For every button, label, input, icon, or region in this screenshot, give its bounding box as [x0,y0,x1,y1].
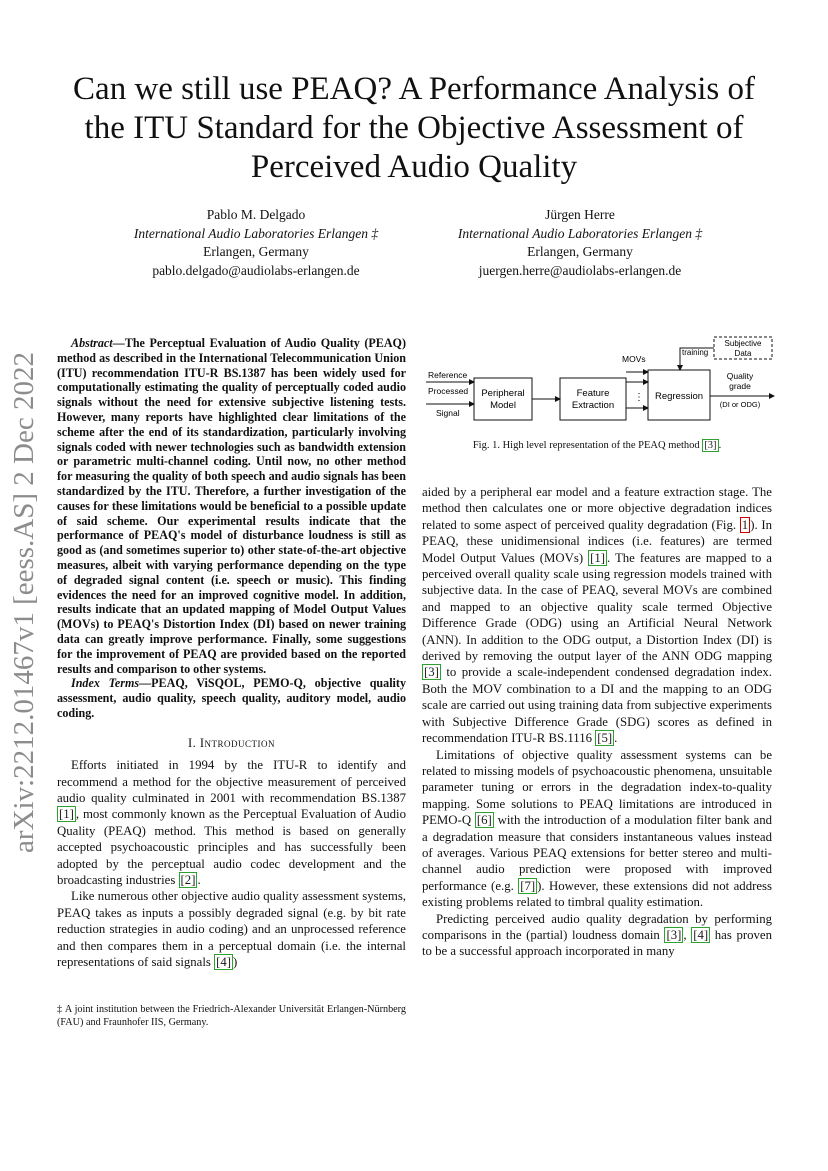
author-block [410,206,750,280]
left-column [57,336,406,970]
index-terms-label: Index Terms [71,676,140,691]
mov-dots: ⋮ [634,392,644,403]
title-line: Perceived Audio Quality [250,149,578,185]
text-run: to provide a scale-independent condensed degradation index. Both the MOV combination to a DI and the mapping to an ODG scale are carried out using training data from subjective experiments with Subjective Difference Grade (SDG) scores as defined in recommendation ITU-R BS.1116 [422,665,773,746]
author-email[interactable]: pablo.delgado@audiolabs-erlangen.de [152,262,360,278]
text-run: . [718,440,722,451]
author-name: Jürgen Herre [545,207,615,222]
text-run: ). However, these extensions did not address existing problems related to timbral quality estimation. [422,878,772,910]
peripheral-model-box [474,378,532,420]
di-odg-label: (DI or ODG) [719,400,761,409]
citation-link[interactable]: [1] [59,807,74,822]
reference-label: Reference [428,370,468,380]
text-run: , most commonly known as the Perceptual Evaluation of Audio Quality (PEAQ) method. This method is based on generally accepted psychoacoustic principles and has successfully been adopted by the perceptual audio codec development and the broadcasting industries [57,807,406,887]
citation-link[interactable]: [3] [704,440,717,451]
text-run: ). In PEAQ, these unidimensional indices (i.e. features) are termed Model Output Values (MOVs) [422,517,772,565]
movs-label: MOVs [622,354,646,364]
data-label: Data [734,349,752,358]
text-run: Predicting perceived audio quality degradation by performing comparisons in the (partial) loudness domain [422,911,772,942]
citation-link[interactable]: [6] [476,813,492,828]
citation-link[interactable]: [3] [424,665,439,680]
intro-paragraph [57,757,406,888]
citation-link[interactable]: [2] [180,872,196,887]
text-run: . [197,872,201,887]
author-affiliation: International Audio Laboratories Erlangen ‡ [457,225,703,241]
author-name: Pablo M. Delgado [206,207,306,222]
processed-label: Processed [428,386,469,396]
paper-title [40,70,788,187]
text-run: Efforts initiated in 1994 by the ITU-R to identify and recommend a method for the objective measurement of perceived audio quality culminated in 2001 with recommendation BS.1387 [57,758,406,805]
citation-link[interactable]: [5] [597,731,613,746]
feature-label: Feature [576,388,610,399]
title-line: the ITU Standard for the Objective Assessment of [84,110,744,146]
arxiv-stamp: arXiv:2212.01467v1 [eess.AS] 2 Dec 2022 [8,352,40,853]
index-terms [57,676,406,720]
text-run: Limitations of objective quality assessment systems can be related to missing models of psychoacoustic phenomena, unsuitable parameter tuning or errors in the degradation index-to-quality mapping. Some solutions to PEAQ limitations are introduced in PEMO-Q [422,747,772,828]
author-affiliation: International Audio Laboratories Erlangen ‡ [133,225,379,241]
feature-extraction-box [560,378,626,420]
right-column [422,484,772,960]
index-terms-text: —PEAQ, ViSQOL, PEMO-Q, objective quality assessment, audio quality, speech quality, auditory model, audio coding. [57,676,406,720]
text-run: Like numerous other objective audio quality assessment systems, PEAQ takes as inputs a possibly degraded signal (e.g. by bit rate reduction strategies in audio coding) and an unprocessed reference and then compares them in a perceptual domain (i.e. the internal representations of said signals [57,889,406,969]
figure-caption [422,440,772,451]
model-label: Model [490,400,516,411]
text-run: has proven to be a successful approach incorporated in many [422,927,772,959]
citation-link[interactable]: [3] [666,927,682,942]
abstract [57,336,406,676]
text-run: . [614,731,618,746]
abstract-text: —The Perceptual Evaluation of Audio Quality (PEAQ) method as described in the International Telecommunication Union (ITU) recommendation ITU-R BS.1387 has been widely used for computationally estimating the quality of perceptually coded audio signals without the need for extensive subjective listening tests. However, many reports have highlighted clear limitations of the scheme after the end of its standardization, particularly involving signals coded with newer technologies such as bandwidth extension or parametric multi-channel coding. Until now, no other method for measuring the quality of both speech and audio signals has been standardized by the ITU. Therefore, a further investigation of the causes for these limitations would be beneficial to a possible update of said scheme. Our experimental results indicate that the performance of PEAQ's model of disturbance loudness is still as good as (and sometimes superior to) other state-of-the-art objective measures, albeit with varying performance depending on the type of degraded signal content (i.e. speech or music). This finding evidences the need for an improved cognitive model. In addition, results indicate that an updated mapping of Model Output Values (MOVs) to PEAQ's Distortion Index (DI) based on newer training data can greatly improve performance. Finally, some suggestions for the improvement of PEAQ are provided based on the reported results and comparison to other systems. [57,336,406,676]
body-paragraph [422,484,772,747]
peaq-diagram [422,334,782,434]
subjective-label: Subjective [724,339,762,348]
figure-link[interactable]: 1 [741,517,749,532]
body-paragraph [422,911,772,960]
intro-paragraph [57,888,406,970]
author-location: Erlangen, Germany [527,244,633,259]
text-run: , [683,927,692,942]
citation-link[interactable]: [7] [520,878,536,893]
author-email[interactable]: juergen.herre@audiolabs-erlangen.de [478,262,682,278]
grade-label: grade [729,381,751,391]
text-run: with the introduction of a modulation filter bank and a degradation measure that considers instantaneous values instead of averages. Various PEAQ extensions for better stereo and multi-channel audio prediction were proposed with improved performance (e.g. [422,813,772,893]
peripheral-label: Peripheral [481,388,525,399]
text-run: ) [233,955,238,969]
quality-label: Quality [726,371,754,381]
citation-link[interactable]: [4] [216,955,232,969]
author-block [86,206,426,280]
citation-link[interactable]: [4] [693,927,709,942]
text-run: . The features are mapped to a perceived overall quality scale using regression models trained with subjective data. In the case of PEAQ, several MOVs are combined and mapped to an objective quality scale termed Objective Difference Grade (ODG) using an Artificial Neural Network (ANN). In addition to the ODG output, a Distortion Index (DI) is derived by removing the output layer of the ANN ODG mapping [422,550,772,664]
extraction-label: Extraction [571,400,615,411]
text-run: Fig. 1. High level representation of the PEAQ method [472,440,703,451]
title-line: Can we still use PEAQ? A Performance Analysis of [73,71,755,107]
citation-link[interactable]: [1] [590,550,606,565]
footnote: ‡ A joint institution between the Friedrich-Alexander Universität Erlangen-Nürnberg (FAU) and Fraunhofer IIS, Germany. [57,1004,406,1028]
signal-label: Signal [436,408,460,418]
abstract-label: Abstract [71,336,113,350]
regression-label: Regression [654,391,704,402]
author-location: Erlangen, Germany [203,244,309,259]
body-paragraph [422,747,772,911]
section-heading: I. Introduction [187,735,276,750]
training-label: training [682,348,709,357]
text-run: aided by a peripheral ear model and a feature extraction stage. The method then calculates one or more objective degradation indices related to some aspect of perceived quality degradation (Fig. [422,485,772,532]
